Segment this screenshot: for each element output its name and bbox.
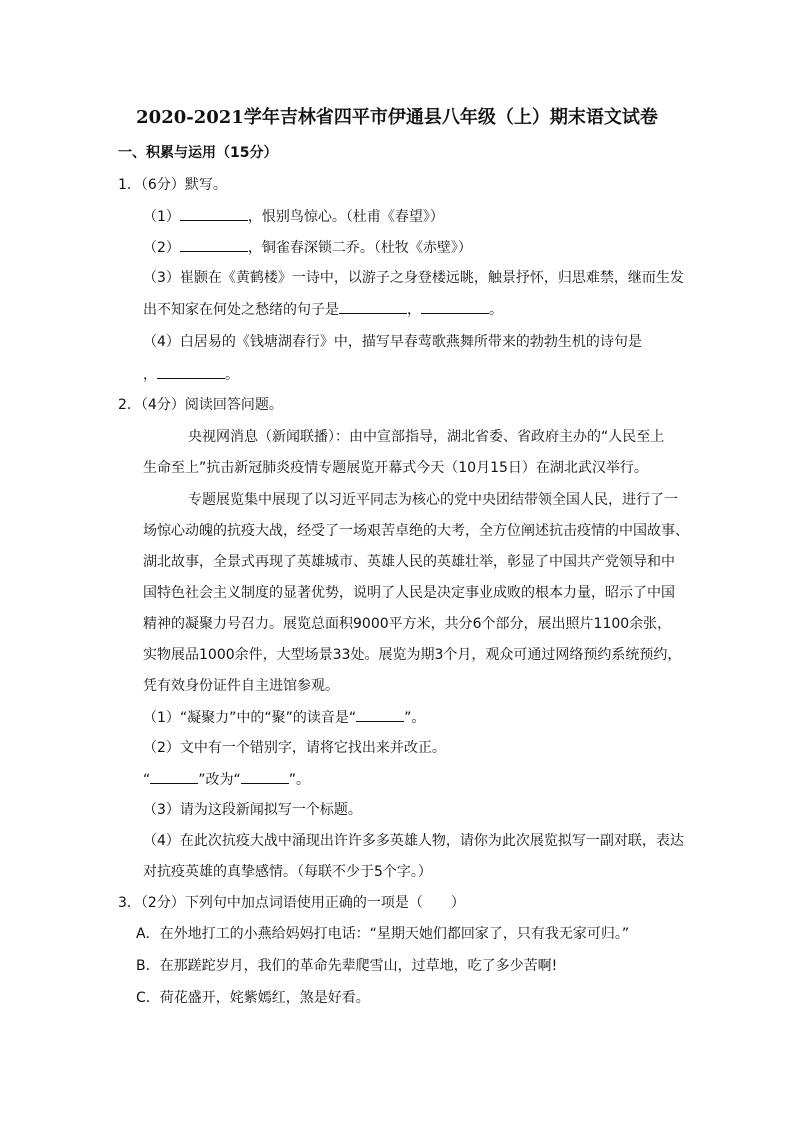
change-to: ”改为“ [198, 772, 241, 788]
q1-sub4-line1: （4）白居易的《钱塘湖春行》中，描写早春莺歌燕舞所带来的勃勃生机的诗句是 [143, 334, 642, 350]
answer-blank[interactable] [180, 206, 248, 221]
answer-blank[interactable] [339, 299, 407, 314]
passage-p2-line4: 国特色社会主义制度的显著优势，说明了人民是决定事业成败的根本力量，昭示了中国 [143, 585, 675, 601]
passage-p2-line6: 实物展品1000余件，大型场景33处。展览为期3个月，观众可通过网络预约系统预约， [143, 647, 682, 663]
q2-sub1-text: （1）“凝聚力”中的“聚”的读音是“ [143, 710, 357, 726]
section-heading: 一、积累与运用（15分） [118, 145, 278, 161]
passage-p1-line2: 生命至上”抗击新冠肺炎疫情专题展览开幕式今天（10月15日）在湖北武汉举行。 [143, 460, 648, 476]
q1-sub1 [143, 206, 444, 227]
q1-sub3-line2 [143, 299, 503, 320]
q1-sub4-line2 [143, 364, 239, 385]
q2-sub2: （2）文中有一个错别字，请将它找出来并改正。 [143, 740, 446, 756]
q1-sub4-prefix: ， [143, 367, 157, 383]
quote-close: ”。 [288, 772, 311, 788]
passage-p1-line1: 央视网消息（新闻联播）：由中宣部指导，湖北省委、省政府主办的“人民至上 [188, 429, 665, 445]
q1-sub4-end: 。 [225, 367, 239, 383]
q2-sub2-answer [143, 769, 310, 790]
answer-blank[interactable] [180, 237, 248, 252]
passage-p2-line7: 凭有效身份证件自主进馆参观。 [143, 678, 339, 694]
q1-sub2-num: （2） [143, 240, 180, 256]
answer-blank[interactable] [157, 364, 225, 379]
passage-p2-line2: 场惊心动魄的抗疫大战，经受了一场艰苦卓绝的大考，全方位阐述抗击疫情的中国故事、 [143, 523, 689, 539]
q3-option-b[interactable]: B．在那蹉跎岁月，我们的革命先辈爬雪山，过草地，吃了多少苦啊! [136, 958, 558, 974]
q1-sub2-text: ，铜雀春深锁二乔。（杜牧《赤壁》） [247, 240, 472, 256]
passage-p2-line5: 精神的凝聚力号召力。展览总面积9000平方米，共分6个部分，展出照片1100余张， [143, 616, 672, 632]
q2-sub1 [143, 707, 425, 728]
q1-sub3-prefix: 出不知家在何处之愁绪的句子是 [143, 302, 339, 318]
q1-sub1-num: （1） [143, 209, 180, 225]
q2-sub4-line2: 对抗疫英雄的真挚感情。（每联不少于5个字。） [143, 864, 432, 880]
answer-blank[interactable] [241, 769, 289, 784]
q1-stem: 1．（6分）默写。 [118, 177, 227, 193]
answer-blank[interactable] [421, 299, 489, 314]
q1-sub1-text: ，恨别鸟惊心。（杜甫《春望》） [247, 209, 444, 225]
q1-sub3-line1: （3）崔颢在《黄鹤楼》一诗中，以游子之身登楼远眺，触景抒怀，归思难禁，继而生发 [143, 270, 684, 286]
q3-option-a[interactable]: A．在外地打工的小燕给妈妈打电话：“星期天她们都回家了，只有我无家可归。” [136, 926, 630, 942]
q2-sub3: （3）请为这段新闻拟写一个标题。 [143, 802, 362, 818]
quote-open: “ [143, 772, 151, 788]
q2-sub4-line1: （4）在此次抗疫大战中涌现出许许多多英雄人物，请你为此次展览拟写一副对联，表达 [143, 833, 684, 849]
q3-stem: 3．（2分）下列句中加点词语使用正确的一项是（ ） [118, 895, 465, 911]
q2-sub1-end: ”。 [404, 710, 426, 726]
q2-stem: 2．（4分）阅读回答问题。 [118, 397, 283, 413]
passage-p2-line1: 专题展览集中展现了以习近平同志为核心的党中央团结带领全国人民，进行了一 [188, 492, 678, 508]
q3-option-c[interactable]: C．荷花盛开，姹紫嫣红，煞是好看。 [136, 990, 370, 1006]
q1-sub2 [143, 237, 472, 258]
answer-blank[interactable] [150, 769, 198, 784]
q1-sub3-mid: ， [407, 302, 421, 318]
passage-p2-line3: 湖北故事，全景式再现了英雄城市、英雄人民的英雄壮举，彰显了中国共产党领导和中 [143, 554, 675, 570]
exam-title: 2020-2021学年吉林省四平市伊通县八年级（上）期末语文试卷 [136, 107, 658, 128]
answer-blank[interactable] [356, 707, 404, 722]
q1-sub3-end: 。 [489, 302, 503, 318]
